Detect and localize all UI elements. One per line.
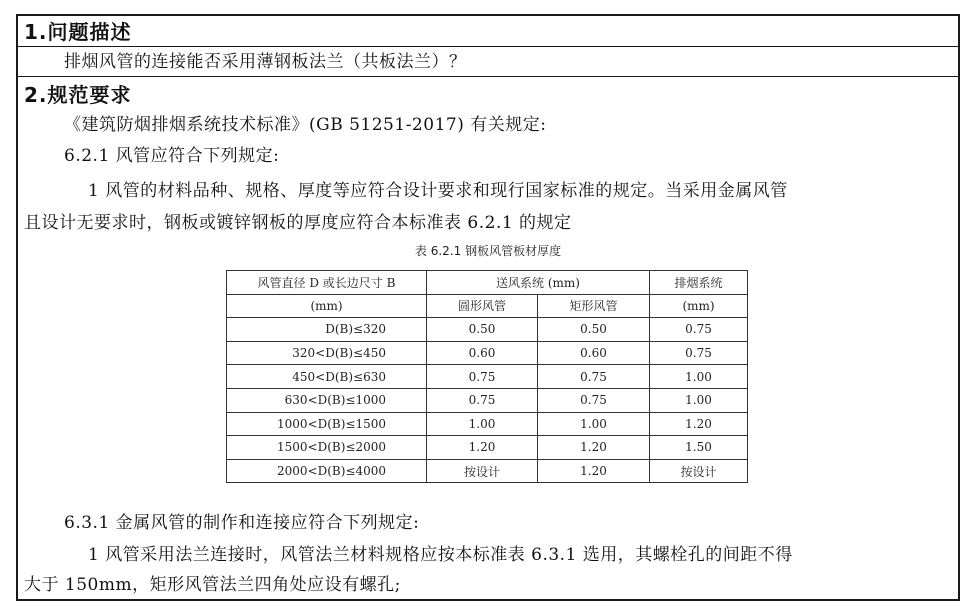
table-header-row bbox=[227, 294, 748, 318]
section1-heading: 1.问题描述 bbox=[24, 20, 132, 44]
cell-round-duct: 0.50 bbox=[427, 318, 538, 342]
cell-round-duct: 1.00 bbox=[427, 412, 538, 436]
table-row bbox=[227, 318, 748, 342]
cell-dimension: 1500<D(B)≤2000 bbox=[227, 436, 427, 460]
header-rect-duct: 矩形风管 bbox=[538, 294, 650, 318]
cell-exhaust: 0.75 bbox=[650, 341, 748, 365]
cell-exhaust: 1.50 bbox=[650, 436, 748, 460]
table-row bbox=[227, 436, 748, 460]
clause-631-item1-line2: 大于 150mm，矩形风管法兰四角处应设有螺孔; bbox=[24, 575, 401, 595]
clause-631: 6.3.1 金属风管的制作和连接应符合下列规定: bbox=[64, 513, 420, 533]
cell-rect-duct: 0.75 bbox=[538, 365, 650, 389]
table-row bbox=[227, 459, 748, 483]
header-supply-system: 送风系统 (mm) bbox=[427, 271, 650, 295]
header-exhaust-unit: (mm) bbox=[650, 294, 748, 318]
cell-rect-duct: 1.20 bbox=[538, 459, 650, 483]
steel-thickness-table bbox=[226, 270, 748, 483]
cell-rect-duct: 0.50 bbox=[538, 318, 650, 342]
clause-621-item1-line1: 1 风管的材料品种、规格、厚度等应符合设计要求和现行国家标准的规定。当采用金属风管 bbox=[88, 181, 788, 201]
header-dimension-unit: (mm) bbox=[227, 294, 427, 318]
clause-621-item1-line2: 且设计无要求时，钢板或镀锌钢板的厚度应符合本标准表 6.2.1 的规定 bbox=[24, 213, 572, 233]
clause-631-item1-line1: 1 风管采用法兰连接时，风管法兰材料规格应按本标准表 6.3.1 选用，其螺栓孔的间距不得 bbox=[88, 545, 793, 565]
cell-exhaust: 1.00 bbox=[650, 365, 748, 389]
cell-dimension: 450<D(B)≤630 bbox=[227, 365, 427, 389]
cell-round-duct: 按设计 bbox=[427, 459, 538, 483]
cell-dimension: 630<D(B)≤1000 bbox=[227, 388, 427, 412]
table-caption: 表 6.2.1 钢板风管板材厚度 bbox=[414, 244, 562, 258]
section2-heading: 2.规范要求 bbox=[24, 83, 132, 107]
cell-dimension: D(B)≤320 bbox=[227, 318, 427, 342]
cell-exhaust: 1.00 bbox=[650, 388, 748, 412]
cell-exhaust: 按设计 bbox=[650, 459, 748, 483]
divider-line bbox=[18, 76, 958, 77]
table-row bbox=[227, 388, 748, 412]
table-row bbox=[227, 412, 748, 436]
cell-dimension: 320<D(B)≤450 bbox=[227, 341, 427, 365]
cell-round-duct: 0.60 bbox=[427, 341, 538, 365]
table-row bbox=[227, 341, 748, 365]
cell-round-duct: 1.20 bbox=[427, 436, 538, 460]
cell-rect-duct: 0.75 bbox=[538, 388, 650, 412]
cell-exhaust: 1.20 bbox=[650, 412, 748, 436]
standard-intro: 《建筑防烟排烟系统技术标准》(GB 51251-2017) 有关规定: bbox=[64, 115, 547, 135]
header-round-duct: 圆形风管 bbox=[427, 294, 538, 318]
cell-dimension: 1000<D(B)≤1500 bbox=[227, 412, 427, 436]
table-row bbox=[227, 365, 748, 389]
cell-rect-duct: 1.00 bbox=[538, 412, 650, 436]
question-text: 排烟风管的连接能否采用薄钢板法兰（共板法兰）？ bbox=[64, 52, 467, 72]
cell-exhaust: 0.75 bbox=[650, 318, 748, 342]
table-header-row bbox=[227, 271, 748, 295]
cell-rect-duct: 0.60 bbox=[538, 341, 650, 365]
header-exhaust-system: 排烟系统 bbox=[650, 271, 748, 295]
clause-621: 6.2.1 风管应符合下列规定: bbox=[64, 146, 280, 166]
cell-round-duct: 0.75 bbox=[427, 365, 538, 389]
cell-dimension: 2000<D(B)≤4000 bbox=[227, 459, 427, 483]
header-dimension: 风管直径 D 或长边尺寸 B bbox=[227, 271, 427, 295]
cell-rect-duct: 1.20 bbox=[538, 436, 650, 460]
document-frame bbox=[16, 14, 960, 601]
divider-line bbox=[18, 46, 958, 47]
cell-round-duct: 0.75 bbox=[427, 388, 538, 412]
